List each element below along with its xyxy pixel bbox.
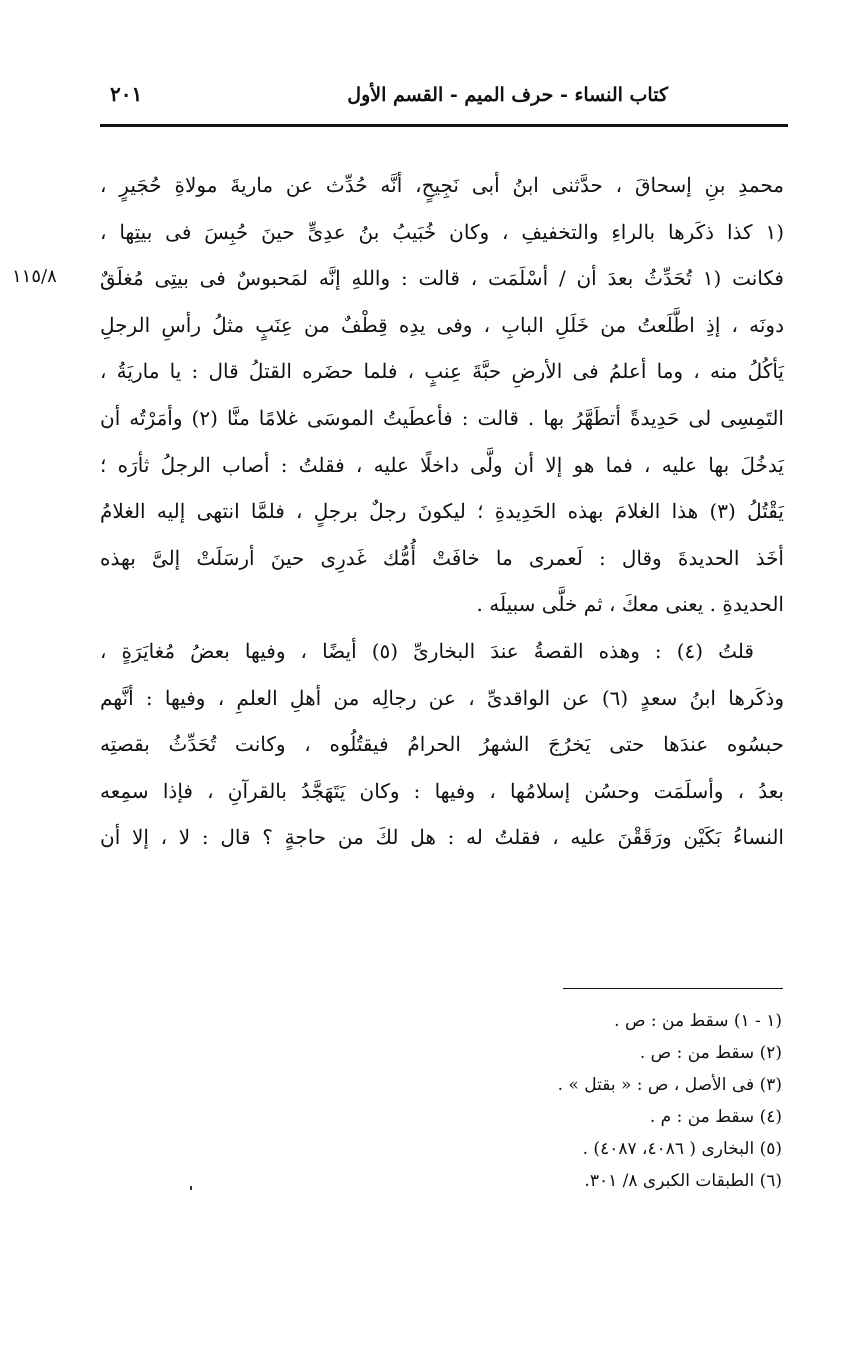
text-line: يَدخُلَ بها عليه ، فما هو إلا أن ولَّى داخلًا عليه ، فقلتُ : أصاب الرجلُ ثأرَه ؛ bbox=[100, 452, 784, 477]
ink-speck bbox=[190, 1186, 192, 1190]
footnote: (٣) فى الأصل ، ص : « بقتل » . bbox=[557, 1075, 782, 1095]
text-line: بعدُ ، وأسلَمَت وحسُن إسلامُها ، وفيها : وكان يَتَهَجَّدُ بالقرآنِ ، فإذا سمِعه bbox=[100, 778, 784, 803]
text-line: الحديدةِ . يعنى معكَ ، ثم خلَّى سبيلَه . bbox=[476, 592, 784, 617]
footnote: (٢) سقط من : ص . bbox=[639, 1043, 782, 1063]
text-line: يَأكُلُ منه ، وما أعلمُ فى الأرضِ حبَّةَ عِنبٍ ، فلما حضَره القتلُ قال : يا ماريَةُ ، bbox=[100, 359, 784, 384]
text-line: يَقْتُلُ (٣) هذا الغلامَ بهذه الحَدِيدةِ ؛ ليكونَ رجلٌ برجلٍ ، فلمَّا انتهى إليه الغلامُ bbox=[100, 499, 784, 524]
footnote: (١ - ١) سقط من : ص . bbox=[614, 1011, 782, 1031]
text-line: فكانت (١ تُحَدِّثُ بعدَ أن / أسْلَمَت ، قالت : واللهِ إنَّه لمَحبوسٌ فى بيتِى مُغلَقٌ bbox=[100, 266, 784, 291]
footnote: (٥) البخارى ( ٤٠٨٦، ٤٠٨٧) . bbox=[582, 1139, 782, 1159]
text-line: أخَذ الحديدةَ وقال : لَعمرى ما خافَتْ أُمُّك غَدرِى حينَ أرسَلَتْ إلىَّ بهذه bbox=[100, 545, 784, 570]
text-line: النساءُ بَكَيْن ورَقَقْنَ عليه ، فقلتُ له : هل لكَ من حاجةٍ ؟ قال : لا ، إلا أن bbox=[100, 825, 784, 850]
footnote-separator bbox=[563, 988, 783, 989]
page-number: ٢٠١ bbox=[110, 82, 143, 106]
running-header-title: كتاب النساء - حرف الميم - القسم الأول bbox=[347, 84, 668, 106]
running-header bbox=[100, 80, 788, 124]
text-line: (١ كذا ذكَرها بالراءِ والتخفيفِ ، وكان خُبَيبُ بنُ عدِىٍّ حينَ حُبِسَ فى بيتِها ، bbox=[100, 219, 785, 244]
text-line: قلتُ (٤) : وهذه القصةُ عندَ البخارىِّ (٥) أيضًا ، وفيها بعضُ مُغايَرَةٍ ، bbox=[100, 638, 754, 663]
text-line: دونَه ، إذِ اطَّلَعتُ من خَلَلِ البابِ ، وفى يدِه قِطْفٌ من عِنَبٍ مثلُ رأسِ الرجلِ bbox=[100, 312, 784, 337]
main-text bbox=[100, 162, 784, 861]
footnotes bbox=[558, 1005, 782, 1197]
footnote: (٦) الطبقات الكبرى ٨/ ٣٠١. bbox=[584, 1171, 782, 1191]
footnote: (٤) سقط من : م . bbox=[649, 1107, 782, 1127]
text-line: حبسُوه عندَها حتى يَخرُجَ الشهرُ الحرامُ فيقتُلُوه ، وكانت تُحَدِّثُ بقصتِه bbox=[100, 732, 784, 757]
text-line: التَمِسِى لى حَدِيدةً أتطَهَّرُ بها . قالت : فأعطَيتُ الموسَى غلامًا منَّا (٢) وأمَرْتُه أن bbox=[100, 405, 784, 430]
margin-volume-page-reference: ١١٥/٨ bbox=[12, 266, 57, 287]
header-rule bbox=[100, 124, 788, 127]
text-line: وذكَرها ابنُ سعدٍ (٦) عن الواقدىِّ ، عن رجالِه من أهلِ العلمِ ، وفيها : أنَّهم bbox=[100, 685, 784, 710]
text-line: محمدِ بنِ إسحاقَ ، حدَّثنى ابنُ أبى نَجِيحٍ، أنَّه حُدِّث عن ماريةَ مولاةِ حُجَيرٍ ، bbox=[100, 173, 784, 197]
